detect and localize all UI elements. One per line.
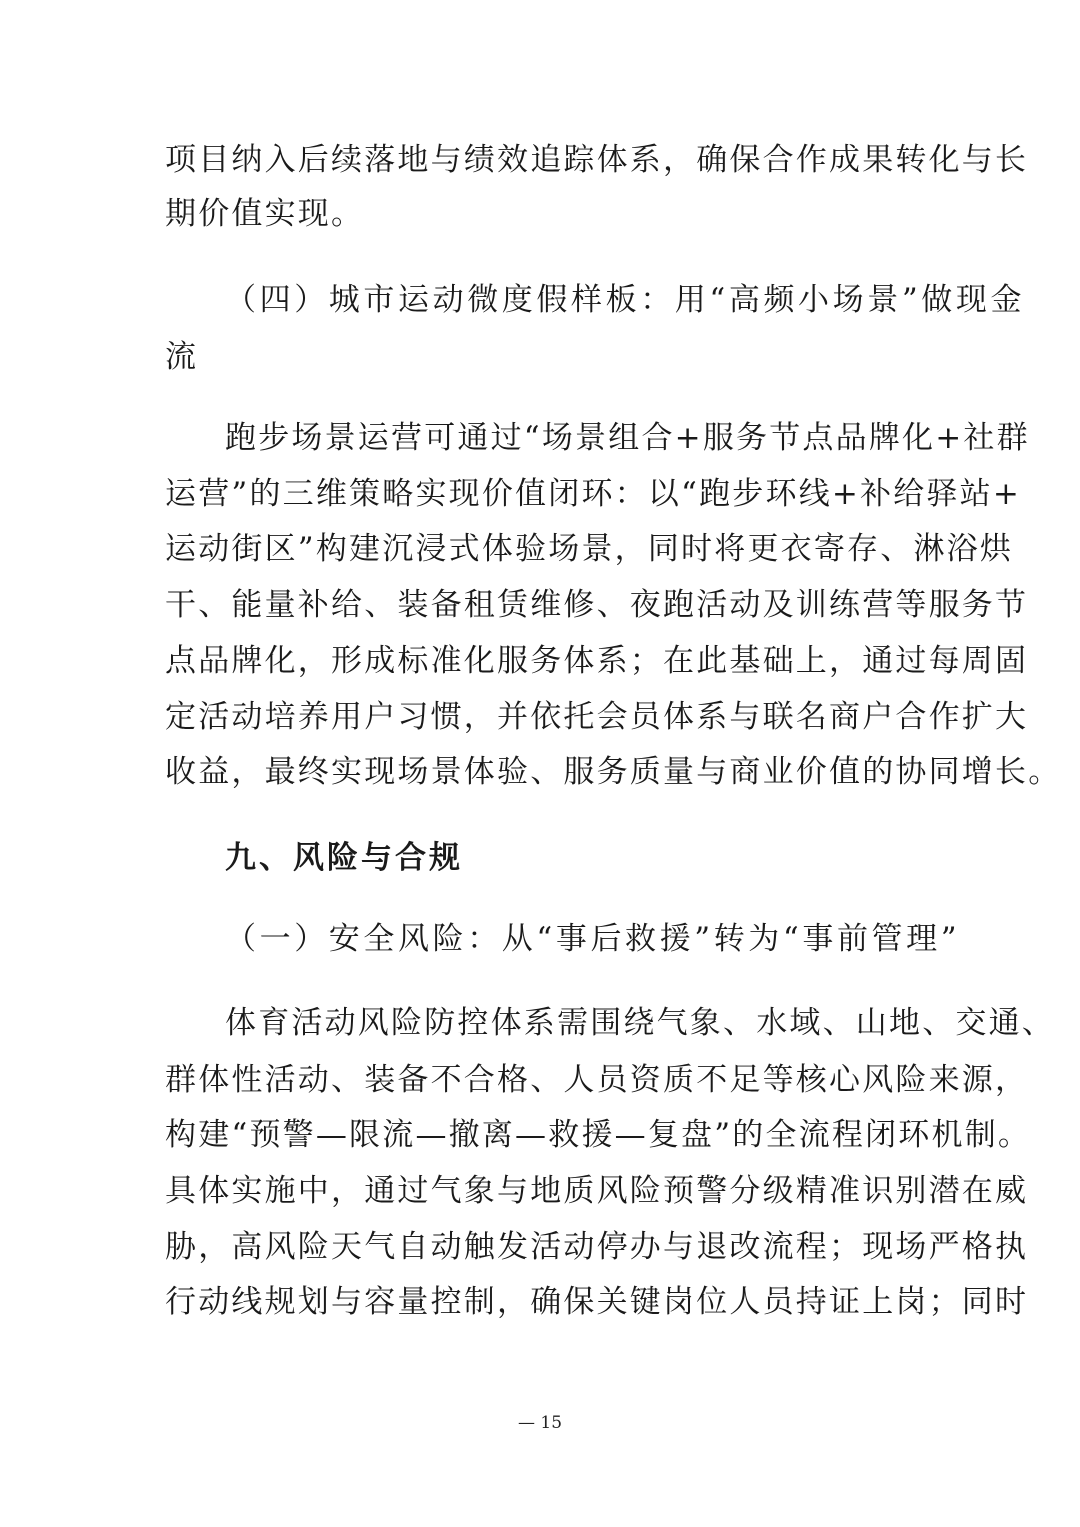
section-4-body-line-4: 干、能量补给、装备租赁维修、夜跑活动及训练营等服务节 <box>165 587 1029 623</box>
section-9-1-body-line-4: 具体实施中，通过气象与地质风险预警分级精准识别潜在威 <box>165 1173 1029 1209</box>
section-4-body-line-5: 点品牌化，形成标准化服务体系；在此基础上，通过每周固 <box>165 643 1029 679</box>
section-9-1-body-line-1: 体育活动风险防控体系需围绕气象、水域、山地、交通、 <box>225 1005 1055 1041</box>
section-9-1-body-line-3: 构建“预警—限流—撤离—救援—复盘”的全流程闭环机制。 <box>165 1117 1032 1153</box>
section-9-1-heading: （一）安全风险：从“事后救援”转为“事前管理” <box>225 921 961 957</box>
section-4-body-line-2: 运营”的三维策略实现价值闭环：以“跑步环线+补给驿站+ <box>165 476 1022 512</box>
intro-line-1: 项目纳入后续落地与绩效追踪体系，确保合作成果转化与长 <box>165 142 1029 178</box>
section-4-body-line-6: 定活动培养用户习惯，并依托会员体系与联名商户合作扩大 <box>165 699 1029 735</box>
section-9-1-body-line-5: 胁，高风险天气自动触发活动停办与退改流程；现场严格执 <box>165 1229 1029 1265</box>
section-4-heading-line-1: （四）城市运动微度假样板：用“高频小场景”做现金 <box>225 282 1026 318</box>
section-9-1-body-line-6: 行动线规划与容量控制，确保关键岗位人员持证上岗；同时 <box>165 1284 1029 1320</box>
intro-line-2: 期价值实现。 <box>165 196 365 232</box>
section-9-1-body-line-2: 群体性活动、装备不合格、人员资质不足等核心风险来源， <box>165 1062 1029 1098</box>
section-4-body-line-1: 跑步场景运营可通过“场景组合+服务节点品牌化+社群 <box>225 420 1030 456</box>
chapter-9-heading: 九、风险与合规 <box>225 840 463 876</box>
page-number: — 15 <box>517 1413 563 1433</box>
section-4-heading-line-2: 流 <box>165 339 199 375</box>
section-4-body-line-7: 收益，最终实现场景体验、服务质量与商业价值的协同增长。 <box>165 754 1062 790</box>
section-4-body-line-3: 运动街区”构建沉浸式体验场景，同时将更衣寄存、淋浴烘 <box>165 531 1014 567</box>
